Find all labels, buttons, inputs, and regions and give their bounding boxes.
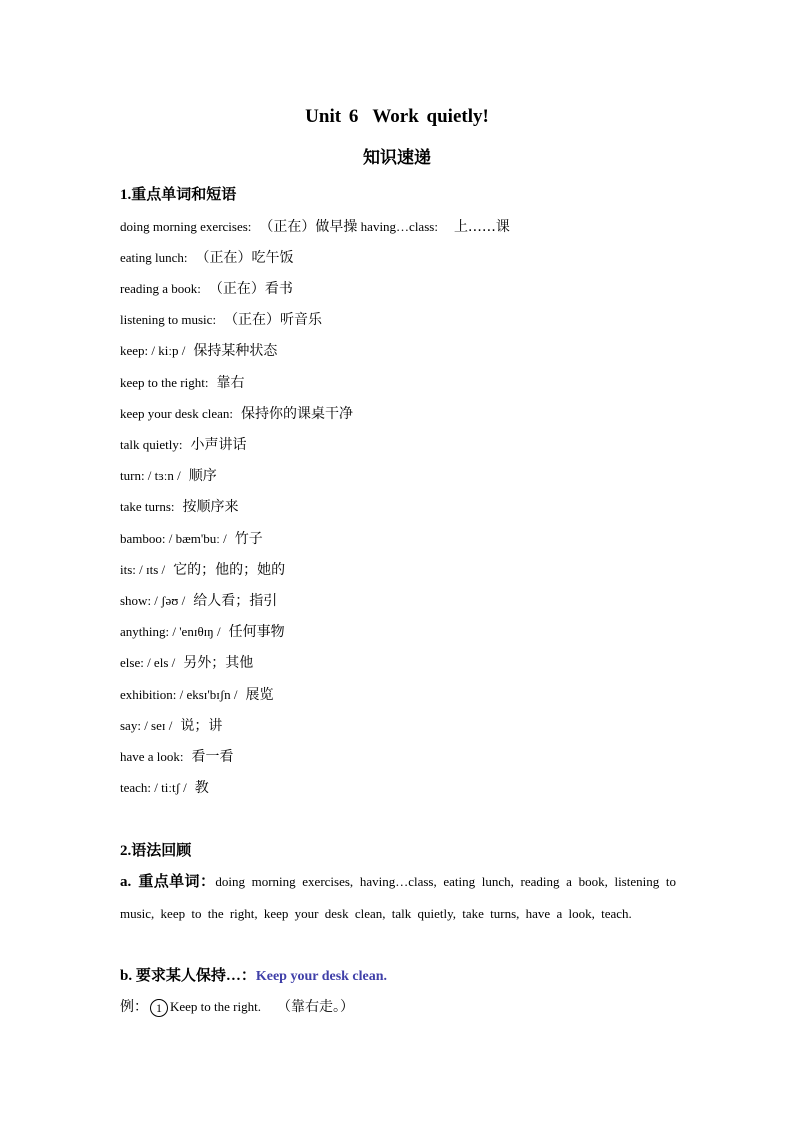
vocab-entry: exhibition: / eksɪ'bɪʃn / 展览 xyxy=(120,687,274,703)
grammar-point-a-text: doing morning exercises, having…class, eating lunch, reading a book, listening to music, keep to the right, keep your desk clean, talk quietly, take turns, have a look, teach. xyxy=(120,874,676,921)
example-chinese: （靠右走。） xyxy=(276,999,354,1015)
vocab-entry: keep to the right: 靠右 xyxy=(120,375,245,391)
vocab-entry: turn: / tɜːn / 顺序 xyxy=(120,468,217,484)
grammar-point-a-label: a. 重点单词： xyxy=(120,874,216,890)
vocab-entry: take turns: 按顺序来 xyxy=(120,499,239,515)
grammar-point-b-label: b. 要求某人保持…： xyxy=(120,968,256,984)
vocab-entry: eating lunch: （正在）吃午饭 xyxy=(120,250,294,266)
example-label: 例： xyxy=(120,999,148,1015)
vocab-entry: else: / els / 另外；其他 xyxy=(120,655,254,671)
unit-label: Unit 6 xyxy=(305,106,359,127)
example-english: Keep to the right. xyxy=(170,999,261,1014)
vocab-entry: show: / ʃəʊ / 给人看；指引 xyxy=(120,593,278,609)
vocab-entry: doing morning exercises: （正在）做早操 having…class: 上……课 xyxy=(120,219,510,235)
grammar-point-b xyxy=(120,965,387,988)
section-2-heading: 2.语法回顾 xyxy=(120,843,192,859)
vocab-entry: reading a book: （正在）看书 xyxy=(120,281,293,297)
grammar-point-b-highlight: Keep your desk clean. xyxy=(255,969,388,984)
vocab-entry: talk quietly: 小声讲话 xyxy=(120,437,247,453)
vocab-entry: keep your desk clean: 保持你的课桌干净 xyxy=(120,406,353,422)
section-1-heading: 1.重点单词和短语 xyxy=(120,187,237,203)
vocab-entry: bamboo: / bæm'buː / 竹子 xyxy=(120,531,263,547)
unit-name: Work quietly! xyxy=(372,106,489,127)
page-title xyxy=(0,104,794,130)
page-subtitle: 知识速递 xyxy=(363,148,431,168)
circled-number-icon: 1 xyxy=(150,999,168,1017)
vocab-entry: its: / ɪts / 它的；他的；她的 xyxy=(120,562,286,578)
vocab-entry: listening to music: （正在）听音乐 xyxy=(120,312,323,328)
vocab-entry: teach: / tiːtʃ / 教 xyxy=(120,780,209,796)
vocab-entry: say: / seɪ / 说；讲 xyxy=(120,718,223,734)
vocab-entry: keep: / kiːp / 保持某种状态 xyxy=(120,343,278,359)
grammar-point-a xyxy=(120,866,676,929)
vocab-entry: anything: / 'enɪθɪŋ / 任何事物 xyxy=(120,624,285,640)
example-line xyxy=(120,996,354,1018)
vocab-entry: have a look: 看一看 xyxy=(120,749,234,765)
